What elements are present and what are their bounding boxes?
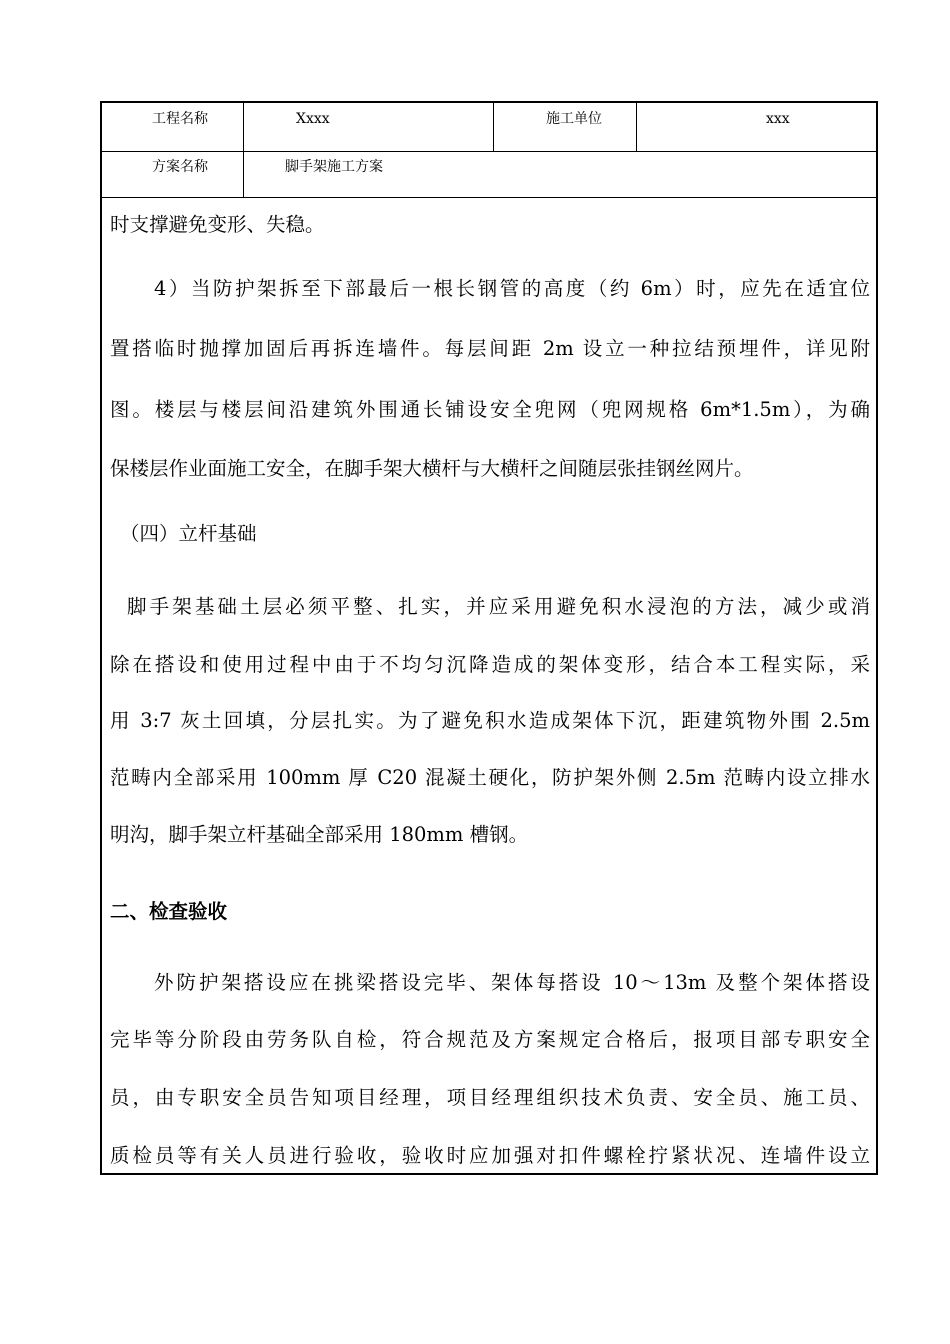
project-name-value: Xxxx	[296, 111, 330, 127]
document-table	[100, 101, 878, 1175]
body-line: 保楼层作业面施工安全，在脚手架大横杆与大横杆之间随层张挂钢丝网片。	[110, 457, 754, 480]
body-line: 置搭临时抛撑加固后再拆连墙件。每层间距 2m 设立一种拉结预埋件，详见附	[110, 337, 870, 360]
body-line: 完毕等分阶段由劳务队自检，符合规范及方案规定合格后，报项目部专职安全	[110, 1028, 870, 1051]
section-heading: 二、检查验收	[110, 900, 228, 923]
body-line: 范畴内全部采用 100mm 厚 C20 混凝土硬化，防护架外侧 2.5m 范畴内设立排水	[110, 766, 870, 789]
body-line: 图。楼层与楼层间沿建筑外围通长铺设安全兜网（兜网规格 6m*1.5m），为确	[110, 398, 870, 421]
column-divider	[636, 103, 637, 151]
construction-unit-value: xxx	[766, 111, 790, 127]
body-line: 4）当防护架拆至下部最后一根长钢管的高度（约 6m）时，应先在适宜位	[154, 277, 870, 300]
column-divider	[493, 103, 494, 151]
column-divider	[243, 151, 244, 197]
body-line: 用 3:7 灰土回填，分层扎实。为了避免积水造成架体下沉，距建筑物外围 2.5m	[110, 709, 870, 732]
body-line: 质检员等有关人员进行验收，验收时应加强对扣件螺栓拧紧状况、连墙件设立	[110, 1144, 870, 1167]
column-divider	[243, 103, 244, 151]
body-line: 时支撑避免变形、失稳。	[110, 213, 325, 236]
body-line: 外防护架搭设应在挑梁搭设完毕、架体每搭设 10～13m 及整个架体搭设	[154, 971, 870, 994]
header-row-plan	[102, 151, 876, 198]
body-line: 员，由专职安全员告知项目经理，项目经理组织技术负责、安全员、施工员、	[110, 1086, 870, 1109]
header-row-project	[102, 103, 876, 152]
project-name-label: 工程名称	[152, 111, 208, 127]
construction-unit-label: 施工单位	[546, 111, 602, 127]
section-subheading: （四）立杆基础	[120, 522, 257, 545]
body-line: 脚手架基础土层必须平整、扎实，并应采用避免积水浸泡的方法，减少或消	[127, 595, 870, 618]
body-line: 除在搭设和使用过程中由于不均匀沉降造成的架体变形，结合本工程实际，采	[110, 653, 870, 676]
plan-name-value: 脚手架施工方案	[285, 159, 383, 175]
plan-name-label: 方案名称	[152, 159, 208, 175]
body-line: 明沟，脚手架立杆基础全部采用 180mm 槽钢。	[110, 823, 529, 846]
